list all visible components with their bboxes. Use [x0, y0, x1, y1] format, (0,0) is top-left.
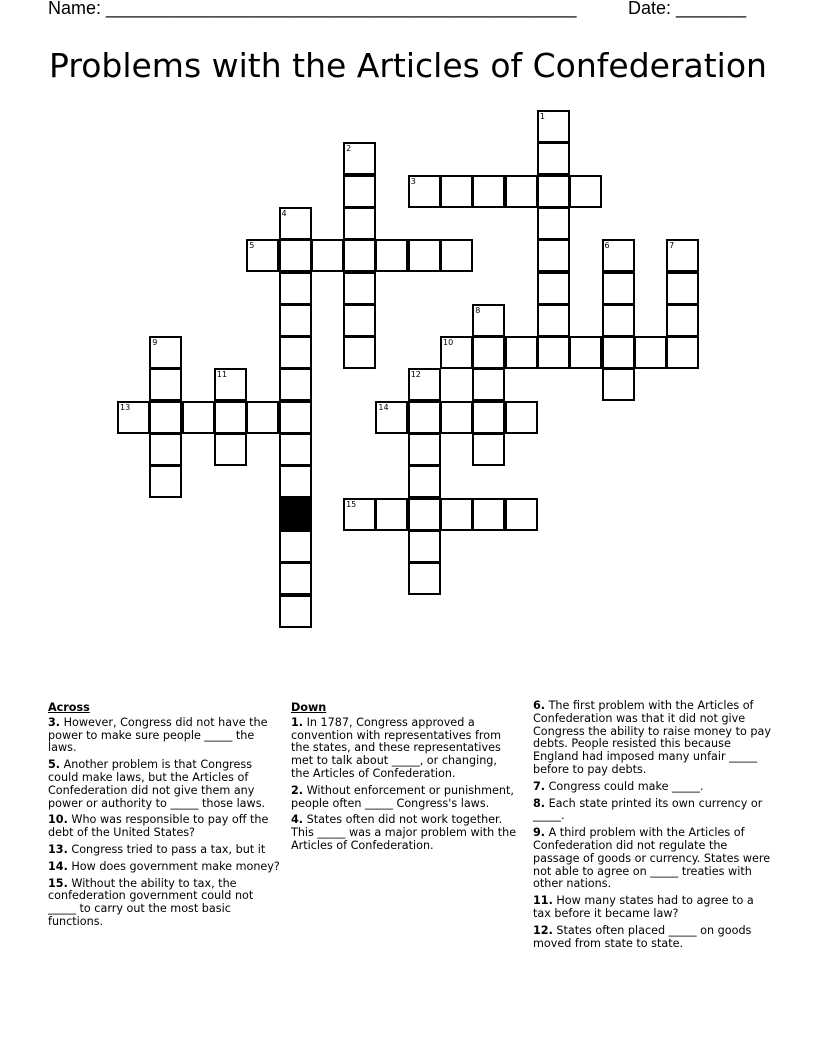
crossword-cell[interactable]	[408, 175, 441, 208]
crossword-cell[interactable]	[408, 433, 441, 466]
clue-item	[48, 759, 280, 810]
crossword-cell[interactable]	[440, 401, 473, 434]
clue-item	[291, 785, 517, 811]
crossword-cell[interactable]	[537, 207, 570, 240]
crossword-cell[interactable]	[149, 401, 182, 434]
clue-text: States often did not work together. This _____ was a major problem with the Articles of Confederation.	[291, 813, 517, 852]
clue-item	[48, 844, 280, 857]
clue-item	[533, 781, 771, 794]
crossword-cell[interactable]	[440, 336, 473, 369]
crossword-black-square	[279, 498, 312, 531]
crossword-cell[interactable]	[149, 433, 182, 466]
crossword-cell[interactable]	[279, 207, 312, 240]
crossword-cell[interactable]	[343, 142, 376, 175]
clue-number: 13.	[48, 842, 68, 856]
crossword-cell[interactable]	[537, 336, 570, 369]
clue-number: 12.	[533, 923, 553, 937]
clue-text: However, Congress did not have the power to make sure people _____ the laws.	[48, 715, 268, 755]
clue-number-label: 8	[475, 305, 481, 315]
clue-number-label: 6	[604, 241, 610, 251]
crossword-cell[interactable]	[279, 239, 312, 272]
clue-number: 15.	[48, 876, 68, 890]
clue-number-label: 15	[346, 499, 357, 509]
clue-item	[291, 717, 517, 781]
clue-text: Congress tried to pass a tax, but it	[67, 842, 266, 856]
crossword-cell[interactable]	[343, 272, 376, 305]
crossword-cell[interactable]	[472, 304, 505, 337]
clue-number: 2.	[291, 783, 304, 797]
clue-number-label: 11	[216, 370, 228, 380]
clues-column-2	[291, 700, 517, 857]
page-title: Problems with the Articles of Confederation	[49, 46, 767, 85]
crossword-cell[interactable]	[569, 336, 602, 369]
clues-column-3	[533, 700, 771, 954]
crossword-cell[interactable]	[343, 175, 376, 208]
crossword-cell[interactable]	[602, 336, 635, 369]
crossword-cell[interactable]	[408, 368, 441, 401]
name-field-label[interactable]: Name: _______________________________________________	[48, 0, 577, 18]
clue-item	[533, 895, 771, 921]
crossword-cell[interactable]	[440, 175, 473, 208]
clue-item	[291, 814, 517, 852]
crossword-cell[interactable]	[279, 304, 312, 337]
clue-number: 10.	[48, 813, 68, 827]
crossword-cell[interactable]	[472, 433, 505, 466]
clue-number: 8.	[533, 796, 546, 810]
crossword-cell[interactable]	[214, 368, 247, 401]
crossword-cell[interactable]	[279, 465, 312, 498]
clue-text: A third problem with the Articles of Confederation did not regulate the passage of goods or currency. States were not able to agree on _____ treaties with other nations.	[533, 826, 771, 891]
clue-text: Who was responsible to pay off the debt of the United States?	[48, 813, 269, 840]
clue-number-label: 1	[539, 112, 545, 121]
clues-column-1	[48, 700, 280, 933]
crossword-cell[interactable]	[666, 239, 699, 272]
crossword-cell[interactable]	[408, 498, 441, 531]
clue-number-label: 5	[249, 241, 255, 251]
clue-number-label: 4	[281, 208, 287, 218]
crossword-cell[interactable]	[472, 175, 505, 208]
crossword-cell[interactable]	[182, 401, 215, 434]
clue-item	[533, 827, 771, 891]
crossword-cell[interactable]	[343, 239, 376, 272]
crossword-cell[interactable]	[537, 175, 570, 208]
crossword-cell[interactable]	[375, 498, 408, 531]
clue-item	[48, 814, 280, 840]
crossword-cell[interactable]	[537, 110, 570, 143]
crossword-cell[interactable]	[343, 304, 376, 337]
crossword-cell[interactable]	[505, 175, 538, 208]
across-clue-list	[48, 717, 280, 929]
clue-text: Without enforcement or punishment, people often _____ Congress's laws.	[291, 783, 514, 810]
crossword-cell[interactable]	[408, 562, 441, 595]
crossword-cell[interactable]	[246, 401, 279, 434]
clue-number: 5.	[48, 758, 61, 772]
across-heading: Across	[48, 701, 90, 714]
crossword-cell[interactable]	[505, 336, 538, 369]
crossword-cell[interactable]	[505, 498, 538, 531]
crossword-cell[interactable]	[440, 239, 473, 272]
crossword-cell[interactable]	[117, 401, 150, 434]
clue-text: Congress could make _____.	[545, 779, 704, 793]
crossword-cell[interactable]	[408, 239, 441, 272]
clue-number-label: 10	[443, 338, 454, 348]
crossword-cell[interactable]	[472, 336, 505, 369]
clue-text: Each state printed its own currency or _____.	[533, 796, 763, 823]
crossword-cell[interactable]	[537, 239, 570, 272]
crossword-cell[interactable]	[537, 142, 570, 175]
crossword-cell[interactable]	[311, 239, 344, 272]
crossword-cell[interactable]	[375, 401, 408, 434]
crossword-cell[interactable]	[472, 401, 505, 434]
clue-text: How does government make money?	[67, 859, 280, 873]
crossword-cell[interactable]	[279, 530, 312, 563]
crossword-cell[interactable]	[472, 368, 505, 401]
crossword-cell[interactable]	[666, 336, 699, 369]
crossword-cell[interactable]	[246, 239, 279, 272]
clue-number: 14.	[48, 859, 68, 873]
clue-text: How many states had to agree to a tax before it became law?	[533, 894, 754, 920]
crossword-cell[interactable]	[440, 498, 473, 531]
crossword-cell[interactable]	[279, 368, 312, 401]
clue-item	[48, 861, 280, 874]
crossword-cell[interactable]	[602, 304, 635, 337]
crossword-cell[interactable]	[375, 239, 408, 272]
crossword-cell[interactable]	[279, 272, 312, 305]
clue-number: 1.	[291, 715, 304, 729]
clue-number-label: 7	[669, 241, 675, 251]
crossword-cell[interactable]	[279, 336, 312, 369]
clue-number: 3.	[48, 715, 61, 729]
clue-number-label: 2	[346, 144, 352, 154]
clue-text: States often placed _____ on goods moved from state to state.	[533, 923, 752, 950]
clue-item	[533, 925, 771, 951]
crossword-cell[interactable]	[408, 465, 441, 498]
down-heading: Down	[291, 701, 327, 714]
crossword-cell[interactable]	[602, 368, 635, 401]
down-clue-list-continued	[533, 700, 771, 950]
crossword-cell[interactable]	[408, 401, 441, 434]
crossword-cell[interactable]	[149, 368, 182, 401]
crossword-cell[interactable]	[149, 336, 182, 369]
date-field-label[interactable]: Date: _______	[628, 0, 747, 18]
crossword-cell[interactable]	[569, 175, 602, 208]
crossword-cell[interactable]	[343, 336, 376, 369]
crossword-cell[interactable]	[472, 498, 505, 531]
clue-item	[48, 878, 280, 929]
crossword-cell[interactable]	[279, 595, 312, 628]
crossword-cell[interactable]	[602, 239, 635, 272]
clue-number: 7.	[533, 779, 546, 793]
clue-number-label: 13	[120, 402, 131, 412]
clue-text: In 1787, Congress approved a convention with representatives from the states, and these representatives met to talk about _____, or changing, the Articles of Confederation.	[291, 715, 501, 780]
crossword-cell[interactable]	[634, 336, 667, 369]
clue-text: The first problem with the Articles of Confederation was that it did not give Congress the ability to raise money to pay debts. People resisted this because England had imposed many unfair _____ before to pay debts.	[533, 699, 771, 776]
clue-item	[533, 700, 771, 777]
crossword-cell[interactable]	[149, 465, 182, 498]
crossword-cell[interactable]	[279, 562, 312, 595]
crossword-cell[interactable]	[505, 401, 538, 434]
clue-number: 11.	[533, 894, 553, 908]
crossword-cell[interactable]	[343, 207, 376, 240]
clue-text: Another problem is that Congress could make laws, but the Articles of Confederation did not give them any power or authority to _____ those laws.	[48, 758, 266, 810]
crossword-cell[interactable]	[666, 272, 699, 305]
clue-item	[48, 717, 280, 755]
crossword-cell[interactable]	[602, 272, 635, 305]
crossword-cell[interactable]	[537, 272, 570, 305]
crossword-cell[interactable]	[214, 433, 247, 466]
clue-item	[533, 798, 771, 824]
clue-number-label: 9	[152, 338, 158, 348]
clue-number-label: 3	[410, 176, 416, 186]
clue-number: 6.	[533, 699, 546, 712]
clue-number: 9.	[533, 826, 546, 840]
crossword-cell[interactable]	[214, 401, 247, 434]
crossword-cell[interactable]	[279, 433, 312, 466]
clue-number: 4.	[291, 813, 304, 827]
crossword-cell[interactable]	[666, 304, 699, 337]
clue-number-label: 12	[410, 370, 421, 380]
down-clue-list	[291, 717, 517, 853]
crossword-cell[interactable]	[537, 304, 570, 337]
crossword-cell[interactable]	[408, 530, 441, 563]
clue-text: Without the ability to tax, the confederation government could not _____ to carry out the most basic functions.	[48, 876, 254, 928]
crossword-cell[interactable]	[343, 498, 376, 531]
clue-number-label: 14	[378, 402, 389, 412]
crossword-cell[interactable]	[279, 401, 312, 434]
